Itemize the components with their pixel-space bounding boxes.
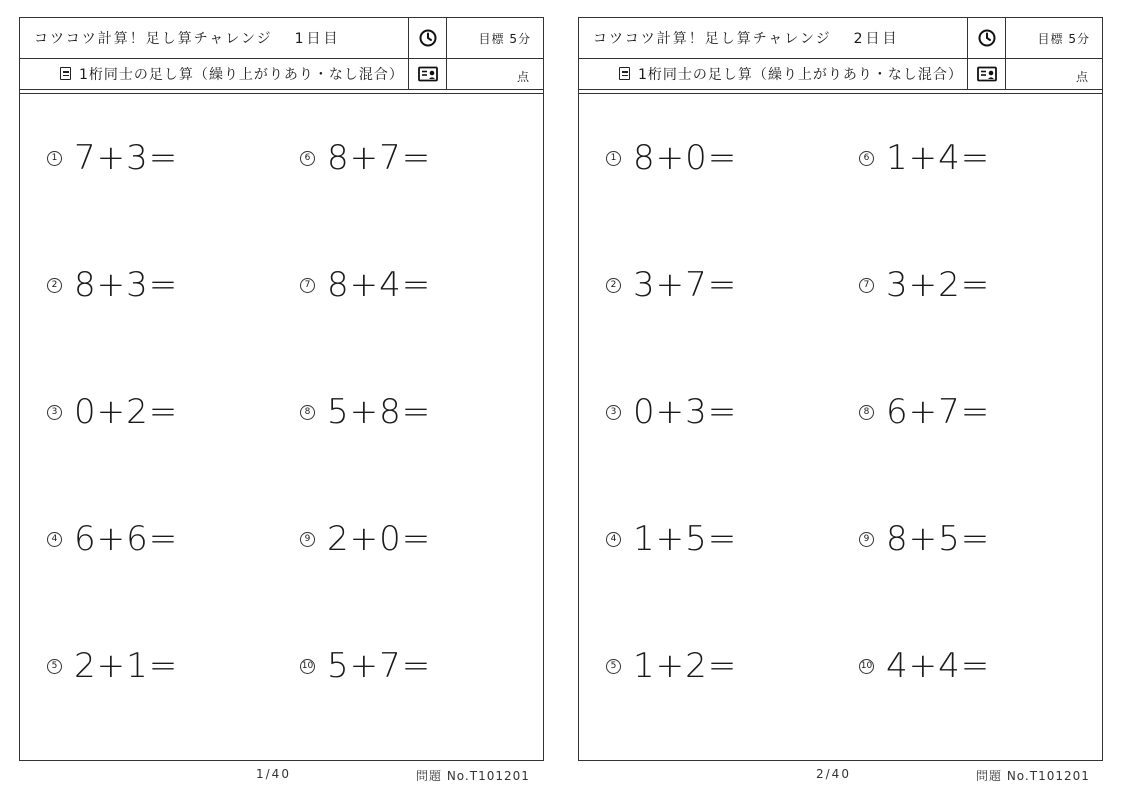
problem-expression: 7+3= — [74, 138, 179, 178]
score-card-icon — [977, 66, 997, 82]
problem-id: 問題 No.T101201 — [976, 769, 1090, 783]
problem-item[interactable] — [859, 519, 990, 559]
score-unit: 点 — [1075, 70, 1088, 84]
problem-item[interactable] — [47, 265, 178, 305]
problem-expression: 2+1= — [74, 646, 179, 686]
problem-item[interactable] — [606, 138, 737, 178]
worksheet-day-1 — [19, 17, 544, 761]
problem-item[interactable] — [859, 265, 990, 305]
problem-id: 問題 No.T101201 — [416, 769, 530, 783]
problem-expression: 1+4= — [886, 138, 991, 178]
problem-number: 9 — [859, 532, 874, 547]
problem-number: 9 — [300, 532, 315, 547]
problem-item[interactable] — [300, 138, 431, 178]
problem-number: 7 — [300, 278, 315, 293]
problem-list — [20, 92, 543, 760]
document-icon — [60, 67, 71, 80]
problem-item[interactable] — [606, 519, 737, 559]
problem-item[interactable] — [300, 392, 431, 432]
goal-time: 目標 5分 — [1037, 31, 1090, 46]
problem-item[interactable] — [47, 138, 178, 178]
clock-cell — [409, 18, 447, 58]
problem-expression: 1+2= — [633, 646, 738, 686]
problem-number: 2 — [606, 278, 621, 293]
problem-number: 1 — [47, 151, 62, 166]
score-card-icon — [418, 66, 438, 82]
problem-item[interactable] — [606, 392, 737, 432]
problem-expression: 3+7= — [633, 265, 738, 305]
worksheet-day-2 — [578, 17, 1103, 761]
problem-expression: 0+2= — [74, 392, 179, 432]
problem-expression: 2+0= — [327, 519, 432, 559]
problem-number: 7 — [859, 278, 874, 293]
problem-expression: 8+0= — [633, 138, 738, 178]
header-row-subtitle — [20, 58, 543, 89]
document-icon — [619, 67, 630, 80]
problem-number: 2 — [47, 278, 62, 293]
problem-number: 5 — [606, 659, 621, 674]
worksheet-title-cell — [579, 18, 968, 58]
problem-number: 4 — [47, 532, 62, 547]
problem-list — [579, 92, 1102, 760]
score-unit: 点 — [516, 70, 529, 84]
clock-icon — [978, 29, 996, 47]
problem-number: 3 — [47, 405, 62, 420]
score-box[interactable] — [1006, 58, 1102, 89]
problem-number: 1 — [606, 151, 621, 166]
problem-expression: 0+3= — [633, 392, 738, 432]
problem-number: 6 — [859, 151, 874, 166]
problem-item[interactable] — [47, 392, 178, 432]
problem-item[interactable] — [300, 519, 431, 559]
page-number: 1/40 — [256, 767, 291, 781]
day-label: 1日目 — [294, 31, 341, 47]
worksheet-title: コツコツ計算！足し算チャレンジ — [593, 31, 832, 47]
problem-expression: 8+7= — [327, 138, 432, 178]
page-number: 2/40 — [816, 767, 851, 781]
problem-number: 8 — [300, 405, 315, 420]
problem-item[interactable] — [47, 646, 178, 686]
problem-expression: 8+5= — [886, 519, 991, 559]
problem-expression: 3+2= — [886, 265, 991, 305]
problem-expression: 4+4= — [886, 646, 991, 686]
problem-item[interactable] — [606, 265, 737, 305]
problem-number: 5 — [47, 659, 62, 674]
problem-expression: 8+4= — [327, 265, 432, 305]
problem-expression: 8+3= — [74, 265, 179, 305]
problem-number: 10 — [300, 659, 315, 674]
problem-number: 4 — [606, 532, 621, 547]
problem-number: 3 — [606, 405, 621, 420]
worksheet-title: コツコツ計算！足し算チャレンジ — [34, 31, 273, 47]
problem-expression: 5+7= — [327, 646, 432, 686]
problem-item[interactable] — [300, 265, 431, 305]
problem-number: 10 — [859, 659, 874, 674]
subtitle-cell — [579, 58, 968, 89]
problem-number: 8 — [859, 405, 874, 420]
worksheet-subtitle: 1桁同士の足し算（繰り上がりあり・なし混合） — [638, 66, 963, 83]
clock-icon — [419, 29, 437, 47]
problem-item[interactable] — [47, 519, 178, 559]
problem-expression: 6+7= — [886, 392, 991, 432]
problem-item[interactable] — [859, 392, 990, 432]
score-box[interactable] — [447, 58, 543, 89]
problem-expression: 6+6= — [74, 519, 179, 559]
score-icon-cell — [409, 58, 447, 89]
worksheet-title-cell — [20, 18, 409, 58]
worksheet-subtitle: 1桁同士の足し算（繰り上がりあり・なし混合） — [79, 66, 404, 83]
score-icon-cell — [968, 58, 1006, 89]
header-row-title — [579, 18, 1102, 59]
goal-time: 目標 5分 — [478, 31, 531, 46]
problem-item[interactable] — [859, 138, 990, 178]
header-row-subtitle — [579, 58, 1102, 89]
subtitle-cell — [20, 58, 409, 89]
problem-expression: 1+5= — [633, 519, 738, 559]
problem-item[interactable] — [859, 646, 990, 686]
header-row-title — [20, 18, 543, 59]
problem-item[interactable] — [300, 646, 431, 686]
problem-expression: 5+8= — [327, 392, 432, 432]
problem-item[interactable] — [606, 646, 737, 686]
clock-cell — [968, 18, 1006, 58]
problem-number: 6 — [300, 151, 315, 166]
day-label: 2日目 — [853, 31, 900, 47]
